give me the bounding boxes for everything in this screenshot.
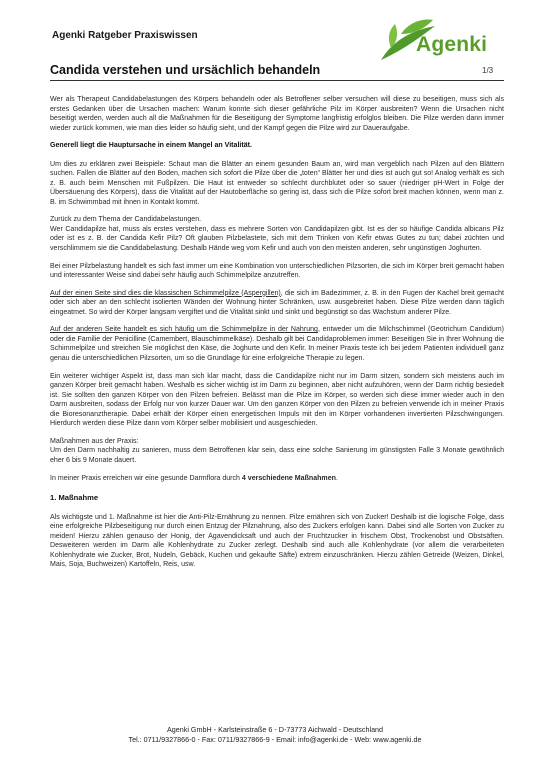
paragraph-mold-home bbox=[50, 289, 504, 318]
page-footer bbox=[0, 725, 550, 745]
four-measures-text: In meiner Praxis erreichen wir eine gesunde Darmflora durch bbox=[50, 474, 242, 482]
brand-header: Agenki Ratgeber Praxiswissen bbox=[52, 30, 198, 41]
paragraph-four-measures bbox=[50, 474, 504, 484]
paragraph-practice-measures: Maßnahmen aus der Praxis: Um den Darm nachhaltig zu sanieren, muss dem Betroffenen klar sein, dass eine solche Sanierung im günstigsten Falle 3 Monate gewöhnlich eher 6 bis 9 Monate dauert. bbox=[50, 437, 504, 464]
paragraph-mold-food bbox=[50, 325, 504, 363]
mold-food-underlined: Auf der anderen Seite handelt es sich häufig um die Schimmelpilze in der Nahrung bbox=[50, 326, 318, 334]
footer-contact: Tel.: 0711/9327866-0 - Fax: 0711/9327866-9 - Email: info@agenki.de - Web: www.agenki.de bbox=[128, 735, 422, 744]
footer-address: Agenki GmbH - Karlsteinstraße 6 - D-73773 Aichwald - Deutschland bbox=[166, 725, 384, 734]
four-measures-bold: 4 verschiedene Maßnahmen bbox=[241, 474, 336, 482]
paragraph-candida-types-text: Zurück zu dem Thema der Candidabelastungen. Wer Candidapilze hat, muss als erstes verstehen, dass es mehrere Sorten von Candidapilzen gibt. Ist es der so häufige Candida albicans Pilz oder ist es z. B. der Candida Kefir Pilz? Oft glauben Pilzbelastete, sich mit dem Trinken von Kefir etwas Gutes zu tun; dabei züchten und verschlimmern sie die Candidabelastung. Deshalb Hände weg vom Kefir und auch von den meisten anderen, sehr ungünstigen Joghurten. bbox=[50, 216, 504, 252]
document-body bbox=[50, 95, 504, 578]
paragraph-intro: Wer als Therapeut Candidabelastungen des Körpers behandeln oder als Betroffener selber versuchen will diese zu beseitigen, muss sich als erstes Gedanken über die Ursachen machen: Warum konnte sich dieser gefährliche Pilz im Körper ausbreiten? Wenn die Ursachen nicht beseitigt werden, werden auch all die Maßnahmen für die Beseitigung der Symptome langfristig erfolglos bleiben. Die Pilze werden dann immer wieder zurück kommen, wie man dies leider so häufig sieht, und der Kampf gegen die Pilze wird zur Daueraufgabe. bbox=[50, 96, 504, 132]
logo-wordmark: Agenki bbox=[416, 33, 488, 56]
paragraph-fungal-combination: Bei einer Pilzbelastung handelt es sich fast immer um eine Kombination von unterschiedlichen Pilzsorten, die sich im Körper breit gemacht haben und interessanter Weise sind dabei sehr häufig auch Schimmelpilze anzutreffen. bbox=[50, 262, 504, 280]
heading-measure-1: 1. Maßnahme bbox=[50, 493, 99, 502]
paragraph-anti-fungal-diet: Als wichtigste und 1. Maßnahme ist hier die Anti-Pilz-Ernährung zu nennen. Pilze ernähren sich von Zucker! Deshalb ist die logische Folge, dass eine erfolgreiche Pilzbeseitigung nur durch einen Entzug der Pilznahrung, also des Zuckers erfolgen kann. Dabei sind alle Sorten von Zucker zu meiden! Hierzu zählen genauso der Honig, der Agavendicksaft und auch der Fruchtzucker in frischem Obst, Trockenobst und Obstsäften. Desweiteren werden im Darm alle Kohlenhydrate zu Zucker zerlegt. Deshalb sind auch alle Kohlenhydrate (vor allem die verarbeiteten Kohlenhydrate wie Zucker, Brot, Nudeln, Gebäck, Kuchen und gekaufte Säfte) extrem einzuschränken. Hierzu zählen Getreide (Weizen, Dinkel, Mais, Soja, Buchweizen) Kartoffeln, Reis, usw. bbox=[50, 513, 504, 568]
title-divider bbox=[50, 80, 504, 81]
mold-home-text: , die sich im Badezimmer, z. B. in den Fugen der Kachel breit gemacht oder sich aber an den schlecht isolierten Wänden der Wohnung hinter Schränken, usw. ausgebreitet haben. Diese Pilze werden dann täglich eingeatmet. So wird der Körper langsam vergiftet und die Vitalität sinkt und sinkt und begünstigt so das Wachstum anderer Pilze. bbox=[50, 289, 505, 316]
paragraph-candida-types bbox=[50, 215, 504, 253]
paragraph-examples: Um dies zu erklären zwei Beispiele: Schaut man die Blätter an einem gesunden Baum an, wird man vergeblich nach Pilzen auf den Blättern suchen. Fallen die Blätter auf den Boden, machen sich sofort die Pilze über die „toten“ Blätter her und dies ist auch gut so! Analog verhält es sich z. B. auch beim Menschen mit Fußpilzen. Die Haut ist entweder so schlecht durchblutet oder so sauer (niedriger pH-Wert in Folge der Übersäuerung des Körpers), dass die Vitalität auf der Hautoberfläche so gering ist, dass sich die Pilze sofort breit machen können, wenn man z. B. im Schwimmbad mit ihnen in Kontakt kommt. bbox=[50, 160, 504, 206]
document-title: Candida verstehen und ursächlich behandeln bbox=[50, 63, 321, 77]
paragraph-whole-body: Ein weiterer wichtiger Aspekt ist, dass man sich klar macht, dass die Candidapilze nicht nur im Darm sitzen, sondern sich meistens auch im ganzen Körper breit gemacht haben. Weshalb es sicher wichtig ist im Darm zu beginnen, aber nicht aufzuhören, wenn der Darm richtig besiedelt ist. Sie sollten den ganzen Körper von den Pilzen befreien. Belässt man die Pilze im Körper, so werden sich diese immer wieder auch in den Darm ausbreiten, sodass der Erfolg nur von kurzer Dauer war. Um den ganzen Körper von den Pilzen zu befreien verwende ich in meiner Praxis die Bioresonanztherapie. Dabei erhält der Körper einen energetischen Impuls mit den im Körper vorhandenen invertierten Pilzschwingungen. Hierdurch werden diese Pilze dann vom Körper selber mobilisiert und ausgeschieden. bbox=[50, 372, 504, 428]
page-number: 1/3 bbox=[482, 66, 494, 75]
mold-home-underlined: Auf der einen Seite sind dies die klassischen Schimmelpilze (Aspergillen) bbox=[50, 289, 281, 297]
paragraph-main-cause: Generell liegt die Hauptursache in einem Mangel an Vitalität. bbox=[50, 142, 252, 150]
four-measures-end: . bbox=[335, 474, 338, 482]
mold-food-text: , entweder um die Milchschimmel (Geotrichum Candidum) oder die Familie der Penicilline (Camembert, Blauschimmelkäse). Deshalb gilt bei Candidaproblemen immer: Beseitigen Sie in Ihrer Wohnung die Schimmelpilze und streichen Sie möglichst den Käse, die Joghurte und den Kefir. In meiner Praxis teste ich bei jedem Patienten individuell ganz genau die unterschiedlichen Pilzsorten, um so die Grundlage für eine erfolgreiche Therapie zu legen. bbox=[50, 326, 504, 362]
